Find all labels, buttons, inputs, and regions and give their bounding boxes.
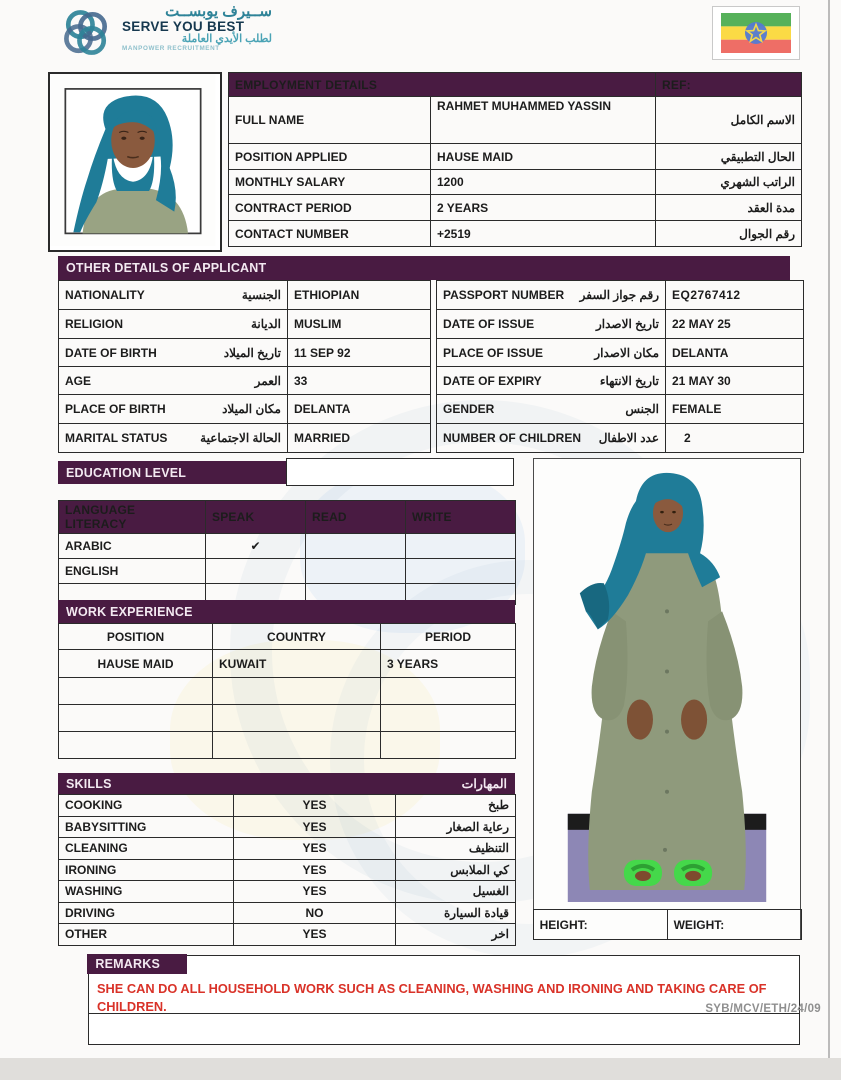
skill-label-arabic: قيادة السيارة [396, 902, 516, 924]
agency-logo-icon [58, 5, 114, 61]
period-header: PERIOD [381, 624, 516, 650]
field-label-cell [59, 395, 288, 424]
scan-bottom-strip [0, 1058, 841, 1080]
field-value: HAUSE MAID [431, 144, 656, 170]
field-value: ETHIOPIAN [288, 281, 431, 310]
skills-header-bar [58, 773, 515, 794]
skill-label-arabic: رعاية الصغار [396, 816, 516, 838]
agency-name-arabic: ســيرف يوبســت [165, 3, 272, 20]
agency-tagline-arabic: لطلب الأيدي العاملة [181, 33, 272, 46]
field-label-arabic: الديانة [250, 317, 281, 331]
remarks-divider [89, 1013, 799, 1014]
skill-label-arabic: اخر [396, 924, 516, 946]
period-value [381, 678, 516, 705]
field-label-arabic: الحالة الاجتماعية [200, 431, 281, 445]
remarks-header: REMARKS [87, 954, 187, 974]
speak-cell [206, 559, 306, 584]
position-value: HAUSE MAID [59, 650, 213, 678]
field-label-arabic: مدة العقد [656, 195, 802, 221]
field-label: PLACE OF ISSUE [443, 345, 544, 360]
field-label: POSITION APPLIED [229, 144, 431, 170]
field-label: NATIONALITY [65, 288, 145, 302]
field-label: CONTACT NUMBER [229, 221, 431, 247]
field-value: 21 MAY 30 [666, 367, 804, 395]
field-label: AGE [65, 373, 92, 388]
field-value: DELANTA [288, 395, 431, 424]
field-label-cell [59, 424, 288, 453]
field-value: 2 YEARS [431, 195, 656, 221]
field-label-arabic: العمر [254, 373, 281, 388]
period-value [381, 732, 516, 759]
applicant-fullbody-photo [547, 461, 787, 907]
scan-edge-line [828, 0, 830, 1058]
position-value [59, 732, 213, 759]
skill-label-arabic: كي الملابس [396, 859, 516, 881]
agency-tagline-english: MANPOWER RECRUITMENT [122, 44, 220, 52]
skill-value: YES [234, 838, 396, 860]
field-label-cell [59, 367, 288, 395]
height-weight-table [533, 909, 802, 940]
field-label-cell [437, 281, 666, 310]
country-value [213, 678, 381, 705]
field-value: RAHMET MUHAMMED YASSIN [431, 97, 656, 144]
read-header: READ [306, 501, 406, 534]
position-value [59, 678, 213, 705]
field-label-cell [437, 367, 666, 395]
country-value [213, 732, 381, 759]
weight-label: WEIGHT: [667, 910, 801, 940]
field-label-cell [59, 339, 288, 367]
agency-logo-text [122, 4, 272, 53]
skill-value: NO [234, 902, 396, 924]
skill-label-arabic: طبخ [396, 795, 516, 817]
write-cell [406, 534, 516, 559]
language-literacy-table [58, 500, 516, 605]
skills-header: SKILLS [66, 776, 112, 791]
field-label-arabic: عدد الاطفال [598, 431, 659, 445]
skill-label: IRONING [59, 859, 234, 881]
position-value [59, 705, 213, 732]
skill-label: COOKING [59, 795, 234, 817]
skill-label: BABYSITTING [59, 816, 234, 838]
skill-value: YES [234, 816, 396, 838]
field-value: +2519 [431, 221, 656, 247]
field-label-arabic: رقم الجوال [656, 221, 802, 247]
skills-table [58, 794, 516, 946]
skill-label-arabic: الغسيل [396, 881, 516, 903]
work-experience-header: WORK EXPERIENCE [58, 600, 515, 623]
skill-value: YES [234, 881, 396, 903]
agency-name-english: SERVE YOU BEST [122, 18, 245, 34]
field-label-arabic: الحال التطبيقي [656, 144, 802, 170]
education-level-value [286, 458, 514, 486]
language-name: ARABIC [59, 534, 206, 559]
field-label-arabic: تاريخ الميلاد [223, 345, 281, 360]
field-label-arabic: الاسم الكامل [656, 97, 802, 144]
skill-value: YES [234, 795, 396, 817]
field-label-cell [59, 281, 288, 310]
education-level-header: EDUCATION LEVEL [58, 461, 286, 484]
field-label: PLACE OF BIRTH [65, 402, 166, 416]
skill-value: YES [234, 924, 396, 946]
field-value: MARRIED [288, 424, 431, 453]
other-details-right-table [436, 280, 804, 453]
skill-label: WASHING [59, 881, 234, 903]
field-label: PASSPORT NUMBER [443, 288, 565, 302]
other-details-header: OTHER DETAILS OF APPLICANT [58, 256, 790, 280]
skill-label: OTHER [59, 924, 234, 946]
field-value: FEMALE [666, 395, 804, 424]
write-cell [406, 559, 516, 584]
country-value: KUWAIT [213, 650, 381, 678]
period-value [381, 705, 516, 732]
skill-label: DRIVING [59, 902, 234, 924]
field-value: 22 MAY 25 [666, 310, 804, 339]
field-label-cell [437, 395, 666, 424]
height-label: HEIGHT: [533, 910, 667, 940]
field-label-arabic: تاريخ الاصدار [595, 317, 659, 331]
field-label: MARITAL STATUS [65, 431, 168, 445]
speak-header: SPEAK [206, 501, 306, 534]
skill-label: CLEANING [59, 838, 234, 860]
skills-header-arabic: المهارات [461, 777, 507, 791]
field-label: CONTRACT PERIOD [229, 195, 431, 221]
field-label-cell [437, 424, 666, 453]
field-label-arabic: رقم جواز السفر [579, 288, 659, 302]
remarks-text: SHE CAN DO ALL HOUSEHOLD WORK SUCH AS CLEANING, WASHING AND IRONING AND TAKING CARE OF CHILDREN. [97, 981, 767, 1014]
field-label-cell [59, 310, 288, 339]
read-cell [306, 559, 406, 584]
applicant-portrait-photo [48, 72, 222, 252]
language-literacy-header: LANGUAGE LITERACY [59, 501, 206, 534]
field-label-arabic: الراتب الشهري [656, 170, 802, 195]
work-experience-table [58, 623, 516, 759]
field-value: 33 [288, 367, 431, 395]
ethiopia-flag-icon [712, 6, 800, 60]
field-value: 11 SEP 92 [288, 339, 431, 367]
field-value: 1200 [431, 170, 656, 195]
field-label: FULL NAME [229, 97, 431, 144]
field-label: NUMBER OF CHILDREN [443, 431, 581, 445]
passport-number-value: EQ2767412 [666, 281, 804, 310]
speak-checkmark: ✔ [206, 534, 306, 559]
employment-details-table [228, 72, 802, 247]
field-value: DELANTA [666, 339, 804, 367]
language-name: ENGLISH [59, 559, 206, 584]
field-label: DATE OF BIRTH [65, 345, 157, 360]
ref-header: REF: [656, 73, 802, 97]
field-label: DATE OF ISSUE [443, 317, 535, 331]
field-label-arabic: الجنس [625, 402, 659, 416]
remarks-section [88, 955, 821, 1045]
read-cell [306, 534, 406, 559]
field-value: MUSLIM [288, 310, 431, 339]
other-details-left-table [58, 280, 431, 453]
field-label-arabic: مكان الميلاد [222, 402, 281, 416]
skill-value: YES [234, 859, 396, 881]
country-value [213, 705, 381, 732]
employment-details-header: EMPLOYMENT DETAILS [229, 73, 656, 97]
field-label-cell [437, 310, 666, 339]
field-value: 2 [666, 424, 804, 453]
country-header: COUNTRY [213, 624, 381, 650]
period-value: 3 YEARS [381, 650, 516, 678]
field-label-arabic: الجنسية [241, 288, 281, 302]
field-label: DATE OF EXPIRY [443, 373, 542, 388]
position-header: POSITION [59, 624, 213, 650]
skill-label-arabic: التنظيف [396, 838, 516, 860]
write-header: WRITE [406, 501, 516, 534]
field-label: GENDER [443, 402, 495, 416]
field-label-cell [437, 339, 666, 367]
field-label-arabic: تاريخ الانتهاء [599, 373, 659, 388]
field-label: MONTHLY SALARY [229, 170, 431, 195]
document-ref-code: SYB/MCV/ETH/24/09 [705, 1003, 821, 1015]
applicant-fullbody-photo-panel [533, 458, 801, 940]
field-label: RELIGION [65, 317, 124, 331]
field-label-arabic: مكان الاصدار [594, 345, 659, 360]
